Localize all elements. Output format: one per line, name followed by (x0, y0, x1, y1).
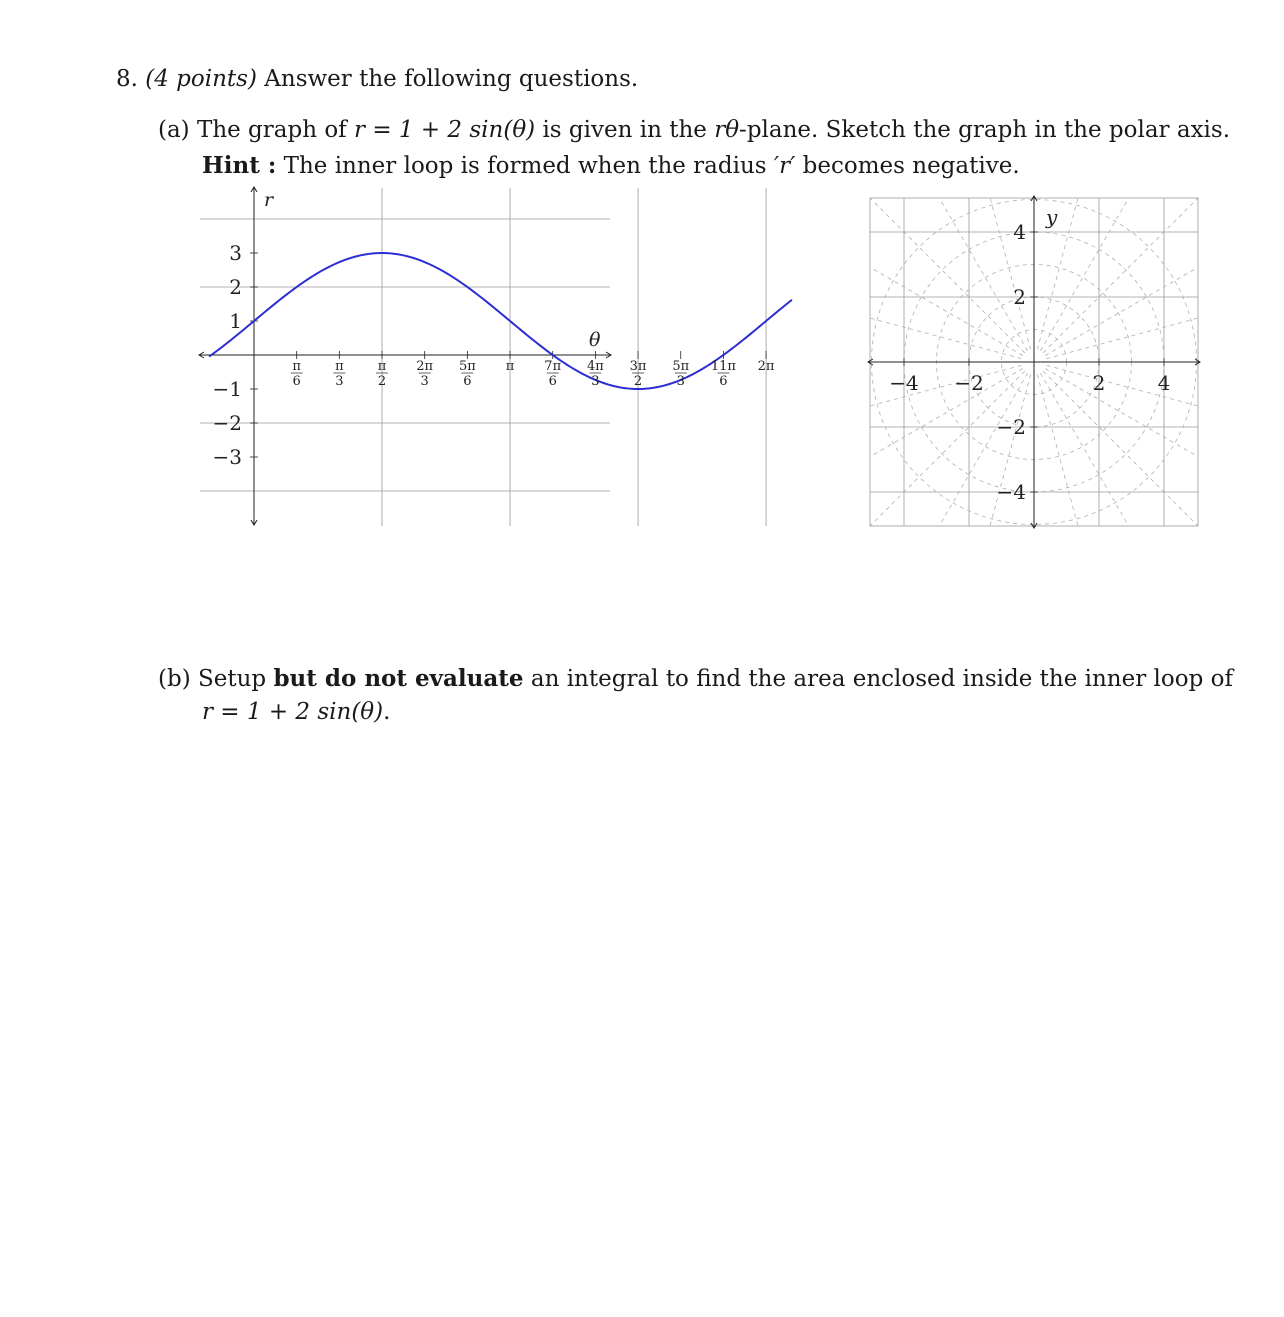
part-a-label: (a) (158, 117, 190, 143)
r-theta-grid (200, 188, 766, 526)
polar-ray (1041, 373, 1165, 587)
hint-text-2: becomes negative. (795, 153, 1020, 179)
part-b-end: . (383, 699, 391, 725)
theta-tick-label-den: 2 (377, 374, 387, 389)
polar-ray (850, 178, 1025, 353)
r-tick-label: −2 (212, 411, 242, 435)
theta-tick-label-num: 2π (416, 359, 434, 374)
theta-tick-label-num: 5π (672, 359, 690, 374)
problem-header (116, 66, 638, 92)
polar-ray (783, 295, 1022, 359)
x-tick-label: 4 (1157, 371, 1171, 395)
y-tick-label: −4 (996, 480, 1026, 504)
part-a-line-1 (158, 117, 1230, 143)
theta-tick-label-num: 2π (757, 359, 775, 374)
part-a-equation: r = 1 + 2 sin(θ) (354, 117, 536, 143)
part-b-line-2 (202, 699, 390, 725)
theta-tick-label-num: 5π (458, 359, 476, 374)
theta-axis-label: θ (589, 329, 601, 351)
theta-tick-label-num: π (292, 359, 301, 374)
theta-tick-label-den: 3 (676, 374, 685, 389)
theta-tick-label-den: 6 (292, 374, 301, 389)
part-a-hint (202, 152, 1020, 179)
theta-tick-label-den: 3 (335, 374, 344, 389)
x-tick-label: −4 (889, 371, 919, 395)
polar-ray (1043, 371, 1218, 546)
polar-ray (1047, 295, 1284, 359)
r-tick-label: 3 (229, 241, 242, 265)
theta-tick-label-den: 2 (633, 374, 643, 389)
x-tick-label: 2 (1092, 371, 1106, 395)
hint-var: ′r′ (773, 153, 796, 179)
y-tick-label: −2 (996, 415, 1026, 439)
part-b-text-1: Setup (197, 666, 274, 692)
hint-label: Hint : (202, 152, 277, 179)
problem-number: 8. (116, 66, 138, 92)
polar-ray (1037, 375, 1101, 614)
part-b-bold-text: but do not evaluate (273, 665, 524, 692)
part-b-line-1 (158, 665, 1233, 692)
theta-tick-label-num: π (335, 359, 344, 374)
r-tick-label: −1 (212, 377, 242, 401)
theta-tick-label-den: 6 (719, 374, 728, 389)
part-a-text-2: is given in the (535, 117, 715, 143)
theta-tick-label-num: π (505, 359, 515, 374)
polar-ray (850, 371, 1025, 546)
part-b-label: (b) (158, 666, 191, 692)
r-tick-label: 1 (229, 309, 242, 333)
theta-tick-label-num: 3π (629, 359, 647, 374)
polar-axes-graph (866, 194, 1202, 530)
polar-ray (1043, 178, 1218, 353)
y-tick-label: 2 (1013, 285, 1026, 309)
part-b-equation: r = 1 + 2 sin(θ) (202, 699, 384, 725)
r-theta-axes (199, 187, 611, 525)
theta-tick-label-den: 6 (463, 374, 472, 389)
r-axis-label: r (264, 189, 274, 211)
r-theta-labels (213, 189, 775, 469)
theta-tick-label-den: 6 (548, 374, 557, 389)
polar-labels (889, 205, 1170, 504)
theta-tick-label-num: 4π (586, 359, 604, 374)
y-axis-label: y (1046, 205, 1058, 229)
theta-tick-label-den: 3 (591, 374, 600, 389)
problem-prompt: Answer the following questions. (264, 66, 639, 92)
part-a-plane: rθ (714, 117, 740, 143)
r-tick-label: 2 (229, 275, 242, 299)
x-tick-label: −2 (954, 371, 984, 395)
part-b-text-2: an integral to find the area enclosed inside the inner loop of (523, 666, 1233, 692)
theta-tick-label-den: 3 (420, 374, 429, 389)
hint-text-1: The inner loop is formed when the radius (276, 153, 774, 179)
r-tick-label: −3 (212, 445, 242, 469)
theta-tick-label-num: 11π (710, 359, 736, 374)
y-tick-label: 4 (1013, 220, 1026, 244)
part-a-text-1: The graph of (196, 117, 355, 143)
polar-ray (1037, 111, 1101, 350)
r-theta-graph (196, 184, 775, 529)
theta-tick-label-num: 7π (544, 359, 562, 374)
problem-points: (4 points) (145, 66, 257, 92)
theta-tick-label-num: π (377, 359, 387, 374)
part-a-text-3: -plane. Sketch the graph in the polar axis. (739, 117, 1231, 143)
